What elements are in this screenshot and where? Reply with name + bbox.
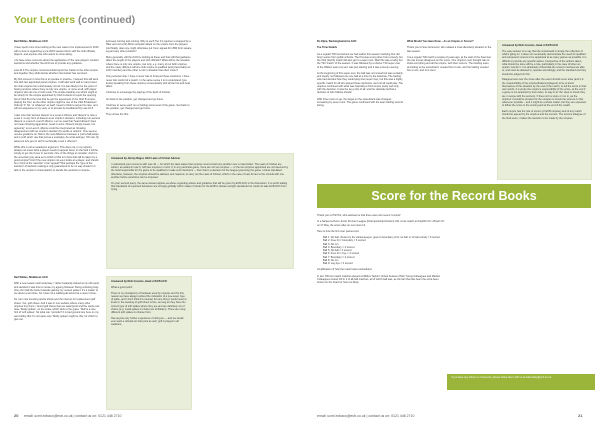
answer-1-head: Answered by Jimmy Bagot, HGC Laws of Cricket Adviser bbox=[111, 157, 181, 160]
letter-1 bbox=[14, 40, 100, 270]
letter-3-para: At the beginning of this super over, the ball was not scored but was certainly and clearly not followed one one ball at a time by the batsman. The batting side had decided how they would play their super over, but this was a highly specific match for all who played these decisions, and not all could play. The umpires continued with what was basically a third umpire pretty well only with the decision. It was the key point of all: and the rationale behind a decision of who follows should. bbox=[317, 71, 403, 95]
answer-3-para: Each umpire has the role of scorer (or ECB umpires) and of any match should be agreed by the umpires and the scorers. The scorers disagree of the final score, it takes the decision to be made by the umpires. bbox=[502, 110, 586, 120]
header-title: Your Letters bbox=[14, 14, 76, 26]
letter-3-para: As a regular T20 tournament we had earlier this season involving four old boys' teams from public schools. The first was a long drive from a lovely, but the third (fourth) match did also go to a super over. Well this was a lucky but the T20 'match' of the season. It was followed by a shorter T20 super over of the Wildes' team cup as I was just starting and it was a lovely evening. bbox=[317, 52, 403, 69]
letter-3-subhead: Toe Time Details bbox=[317, 46, 338, 50]
header-suffix: (continued) bbox=[78, 14, 136, 26]
answer-2-head: Answered by Nick Cousins, Head of ECB ACO bbox=[111, 280, 167, 283]
ball-item: Ball 8: No run bbox=[323, 258, 339, 262]
letter-2-para: So I am now scouring sports shops and the internet for replacement golf shoes. Yes, golf shoes. And it was in one website where many other umpires buy them, I found golf shoes that are waterproof and the studs now have 'Sticky spikes', on the soles, which stick to the grass. 'Well is a nice hint of 'soft spikes'. So what can I provide? It is bad ground one here on my own hobby. But I'm not quite sure 'Sticky spikes' might be this, for which to give out. bbox=[14, 298, 100, 321]
letter-2 bbox=[14, 276, 100, 410]
page-header bbox=[14, 14, 135, 26]
middle-para: Continue to serve each run or batting some level of the game. Get back to the position, get changed and go home. bbox=[106, 103, 190, 110]
ball-item: Ball 6: Free hit = bye = 4 scored bbox=[323, 252, 360, 256]
letter-3 bbox=[317, 40, 403, 180]
middle-para: Continue to encourage the playing of the Spirit of Cricket, bbox=[106, 91, 171, 95]
letter-3-para: It is a regular T20 match a couple of years ago, at the start of the final over the two scores disagreed on the score. One umpire's next thought was to show everything and all the umpire, with their scorers. The bowling team, according to the scoreboard, needed four to win, and the batting needed five to win, and so it went. bbox=[407, 55, 492, 72]
page-number: 20 bbox=[14, 413, 19, 418]
ball-item: Ball 4: Boundary = 4 scored bbox=[323, 245, 355, 249]
letter-1-head: Ned Wildes, Middlesex ACO bbox=[14, 40, 48, 43]
ball-item: Ball 5: No ball = 2 scored bbox=[323, 249, 352, 252]
answer-1-box bbox=[106, 153, 294, 269]
letter-3-continued bbox=[407, 40, 493, 180]
letter-1-para: I have spent more time looking at the new Laws to be implemented in 2016 with a view to organizing a pre-2016 season forum with the club officials, players, and anyone else who wants to come along. bbox=[14, 46, 99, 56]
answer-3-head: Answered by Nick Cousins, Head of ECB ACO bbox=[502, 44, 558, 47]
page-number: 21 bbox=[578, 413, 583, 418]
answer-2-para: Has anyone any further experience of doing so — and we would ever want a rebuttal on that point as well, golf is played in all weathers. bbox=[111, 316, 184, 327]
middle-para: More generally, will the ACO be looking at these and how will that guidance affect the length of the players and club officials? What will be the situation where there is only one umpire, two only, e.g. many of our both umpires, and the many different will one club umpire is qualified (and presumably an ACO member) and the other is not in situation that often crises? bbox=[106, 56, 191, 72]
answer-2-para: There is no consistency of footwear used by umpires and for this reason we have always noticed the indication of a tree-saver type of spike, and I don't think it's unusual, but one thing I would need to know is: the wearing of golf shoes is fine, as long as they have the correct type of soft spikes where they are and are definitely not of choice (e.g. metal spikes in cricket are forbidden). There are many different soft spikes to choose from. bbox=[111, 291, 187, 314]
record-books-banner bbox=[317, 184, 591, 208]
answer-1-para: I understand your concerns with Law 42 — for which the laws states that umpires must consult one another over a misconduct. The Laws of Cricket are written, as stated in Law 3, with two umpires in mind. If, in any particular game, there are not two umpires — or the two umpires appointed are not deemed by the local responsible for the game to be qualified to make such decisions — then that is a decision for the league governing the game. Unless stipulated otherwise, however, the umpires should be allowed, and required, to carry out the Laws of Cricket, which in the case of Law 42 are to the consult with one another before sanctions can be imposed. bbox=[111, 162, 289, 179]
letter-4-para: Thank you to Phil Hol, who advised us that there were two recent 'records': bbox=[317, 214, 402, 217]
letter-3-head: Bo Kljna, Buckinghamshire ACO bbox=[317, 40, 357, 43]
letters-callout: If you have any letters or comments, please share them with us at lettershelp@ecb.co.uk bbox=[447, 374, 595, 390]
middle-para: One personal note: I hope it never has to fund just these sanctions. I have never lost control of a match. In the same sense it is to understand (you know) speaking from these umpire) unnecessarily with all the hot-and-heat affect. bbox=[106, 75, 190, 88]
letter-1-para: Law 42.3 The umpire concerned shall report the matter to the other umpire and together they shall decide whether misconduct has occurred. bbox=[14, 68, 99, 75]
page-footer: email: ucml.ecbaco@ecb.co.uk | contact us on: 0121 446 2710 bbox=[317, 414, 415, 418]
ball-item: Ball 2: Free hit = boundary = 6 scored bbox=[323, 239, 366, 243]
letter-4-para: In two T20 two match matches played at Wildes Taylors' United between HGC Young Colleagues and Marlow Colleagues scored 2/0 in 2 of all-ball matches, all of which ball was, as the fact that has been the extra been shown on the board or how it is likely. bbox=[317, 274, 440, 284]
answer-3-para: Disagreement over the score after the event should never arise (and it is the responsibility of the umpires/batsmen/players) to be to know themselves of the situation by the end of the match, to tell the score in their own words. It is pretty the umpire's responsibility (if the score, at the end if a game is not acquired by their sides, to stay in at 'the' clear to check they are in scope with the scorers). If there isn't a score or run in, as the umpires' it would be prudent for the umpires to check the scorers on this whenever possible – and it might be a whole matter, but they are expected to follow the score in the scoring and at the end of the match. bbox=[502, 78, 587, 108]
letter-1-para: I do have some concerns about the application of 'the new players' conduct sanctions and whether the ACO are to provide any guidance. bbox=[14, 59, 99, 66]
middle-para: Go back to the position, get changed and go home. bbox=[106, 97, 164, 101]
record-books-title: Score for the Record Books bbox=[371, 189, 537, 203]
answer-1-para: On your second query, the same answer applies as above regarding advice and guidance that will be given by ECB ACO in the discussion. It is worth adding that standards of expected behaviour are strongly globally which makes it harder for the ECB to dictate outright standards but could not take ECB ACO from trying. bbox=[111, 181, 288, 191]
letter-1-para: While this is not an academic argument. This does not, in my opinion, always not mean what a player needs to appeal. Even on the field it will be simply to get rid of over in seconds. One of the things to consider. And it is the uncertain grey area as to which of this is to how that will be taken by a good umpire? And if the new umpire not even looks at a player, and should be in front of the 'sanction' of an 'appeal'? But perhaps the 'type of the sanction' of decision making is only guaranteed to be no way should it or fails in the umpire's contemplation to decide the sanction to impose. bbox=[14, 145, 99, 172]
ball-item: Ball 9: Leg bye = 4 scored bbox=[323, 262, 353, 265]
letter-1-para: I also note that 'serious dissent' is a Level 2 offence and 'dissent' is now a Level 1. Is any form of dissent at an umpire's decision, including non-serious dissent, is a level 1 event? offence. Let me read that 'heard dissent' does not mean showing aggression, head or arms. Dissent simply means 'not agreeing'; so a Level 1 offence could be interpreted as 'showing disagreement with an umpire's decision by words or actions'. One sees to receive guidance on: little is the new difference between a 'pull a ball-swipe' and a 'pull' (and I use that just as a example), As a bat-swinger, 'Oh rats, fly away but let's get on with it' technically Level 1 offence? bbox=[14, 113, 100, 143]
page-footer: email: ucml.ecbaco@ecb.co.uk | contact us on: 0121 446 2710 bbox=[24, 414, 122, 418]
middle-para: just keep coming and coming. Why is each Tier 21 requires a snapped by a flitter and not a full 30mm acoustic attack on the umpire from the players. And finally, does one might otherwise put 'tone' appeal for LBW from square leg and any other position? bbox=[106, 40, 192, 53]
answer-2-question: What a good point! bbox=[111, 285, 133, 289]
answer-3-box bbox=[497, 40, 592, 180]
letter-2-head: Ned Wildes, Middlesex ACO bbox=[14, 276, 48, 279]
letter-2-para: With a new season well underway, I rather belatedly looked at my old report and decided it was time to revise my ageing footwear. Being a lifelong long-time uhm half the better towards gaining my newest patient: it's a matter to me about a wet shoe. So I was not a walking-all around at a new-in shoe. bbox=[14, 282, 100, 295]
letter-4-para: In a Saracens Herts Junior Premier League (Championship Division) U11 cross match at Ampthill CC v Broxit CC on 27 May, the score after an over was 2-0. bbox=[317, 220, 445, 227]
ball-item: Ball 7: Boundary = 4 scored bbox=[323, 255, 355, 259]
letter-4-para: Here is how the first over panned out: bbox=[317, 229, 360, 233]
ball-item: Ball 3: No run bbox=[323, 242, 339, 246]
letter-4 bbox=[317, 214, 445, 410]
middle-para: They chose the first. bbox=[106, 113, 129, 117]
letter-3-para: Thank you to Sue Grosvenor, who related a most disorderly situation in the last season. bbox=[407, 46, 492, 53]
letter-1-para: My first concern is how this is to operate in practice. I suspect this will work fine with two appointed panel umpires. It will also work well in many lower-tier club umpires but unfortunately not all. It is less likely to be the point of having umpires where there is only one umpire, or none at all, with player umpires who do one or both ends. The simple bowling one which ought to be simply for the umpire appointed by Club A wants to report the opening bat of Club B at the toss that he got the agreement of the Club B umpire, playing the 'fine' as the other umpire might be one of the Club B batsmen! Voila tip 'F' No. 'or whatever' as well! I need to think to argue his case, and will not acquiesce to my view, or to at least be bewildered by Law 42.3. bbox=[14, 78, 99, 111]
letter-4-para: Amplification of how the match was rescheduled. bbox=[317, 268, 373, 272]
letter-3-subhead-2: What Would You Have Done – As an Umpire or Scorer? bbox=[407, 40, 474, 43]
answer-2-box bbox=[106, 276, 192, 410]
ball-list bbox=[317, 236, 445, 265]
ball-item: Ball 1: No ball, thrown by the wicket-keeper, goes to boundary (4 for no ball, in to ball extras) = 6 scored bbox=[323, 236, 440, 239]
answer-3-para: The easy answer is to say that the scoreboard is simply the reflection of what's going on. It does not necessarily demonstrate the need for qualified and competent scorers to be appointed at as many games as possible. It is difficult to provide any specific advice. Irrespective of the actions taken, what should be done will be a role, particularly in the case of when an umpire 'counts' it. It is absolutely critical that the scorers involved are able to, and must be allowed to, operate accordingly, and the standard and they should be judged on this. bbox=[502, 49, 587, 76]
letter-1-continued bbox=[106, 40, 192, 150]
letter-3-para: With three overs to go, the target on the scoreboard was changed, increasing by seven runs. The game continued with the team batting second losing. bbox=[317, 97, 403, 107]
